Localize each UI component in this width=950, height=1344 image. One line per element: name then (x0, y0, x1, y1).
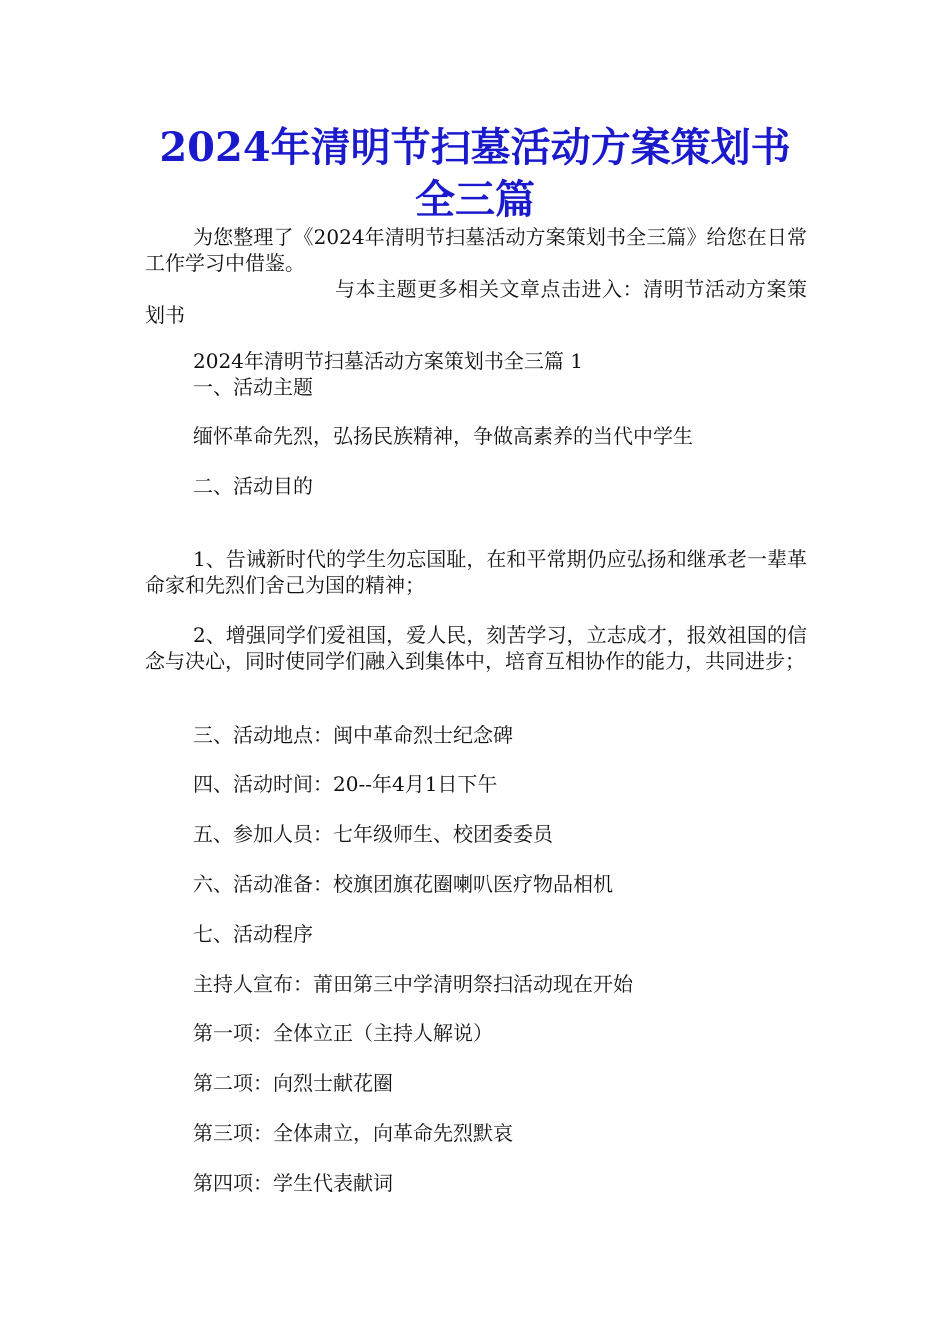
activity-participants: 五、参加人员：七年级师生、校团委委员 (193, 822, 553, 846)
intro-paragraph: 为您整理了《2024年清明节扫墓活动方案策划书全三篇》给您在日常工作学习中借鉴。 (145, 225, 807, 275)
heading-activity-theme: 一、活动主题 (193, 375, 313, 399)
heading-activity-procedure: 七、活动程序 (193, 922, 313, 946)
related-link-paragraph: 与本主题更多相关文章点击进入：清明节活动方案策划书 (145, 277, 807, 327)
title-line-2: 全三篇 (415, 176, 535, 223)
procedure-step-2: 第二项：向烈士献花圈 (193, 1071, 393, 1095)
purpose-item-1: 1、告诫新时代的学生勿忘国耻，在和平常期仍应弘扬和继承老一辈革命家和先烈们舍己为国的精神； (145, 547, 807, 597)
procedure-step-3: 第三项：全体肃立，向革命先烈默哀 (193, 1121, 513, 1145)
activity-preparation: 六、活动准备：校旗团旗花圈喇叭医疗物品相机 (193, 872, 613, 896)
host-announcement: 主持人宣布：莆田第三中学清明祭扫活动现在开始 (193, 972, 633, 996)
procedure-step-4: 第四项：学生代表献词 (193, 1171, 393, 1195)
section-heading: 2024年清明节扫墓活动方案策划书全三篇 1 (193, 349, 583, 373)
purpose-item-2: 2、增强同学们爱祖国，爱人民，刻苦学习，立志成才，报效祖国的信念与决心，同时使同学们融入到集体中，培育互相协作的能力，共同进步； (145, 623, 807, 673)
document-title (145, 122, 805, 226)
title-line-1: 2024年清明节扫墓活动方案策划书 (159, 124, 791, 171)
theme-text: 缅怀革命先烈，弘扬民族精神，争做高素养的当代中学生 (193, 424, 693, 448)
activity-time: 四、活动时间：20--年4月1日下午 (193, 772, 498, 796)
procedure-step-1: 第一项：全体立正（主持人解说） (193, 1021, 493, 1045)
activity-location: 三、活动地点：闽中革命烈士纪念碑 (193, 723, 513, 747)
heading-activity-purpose: 二、活动目的 (193, 474, 313, 498)
